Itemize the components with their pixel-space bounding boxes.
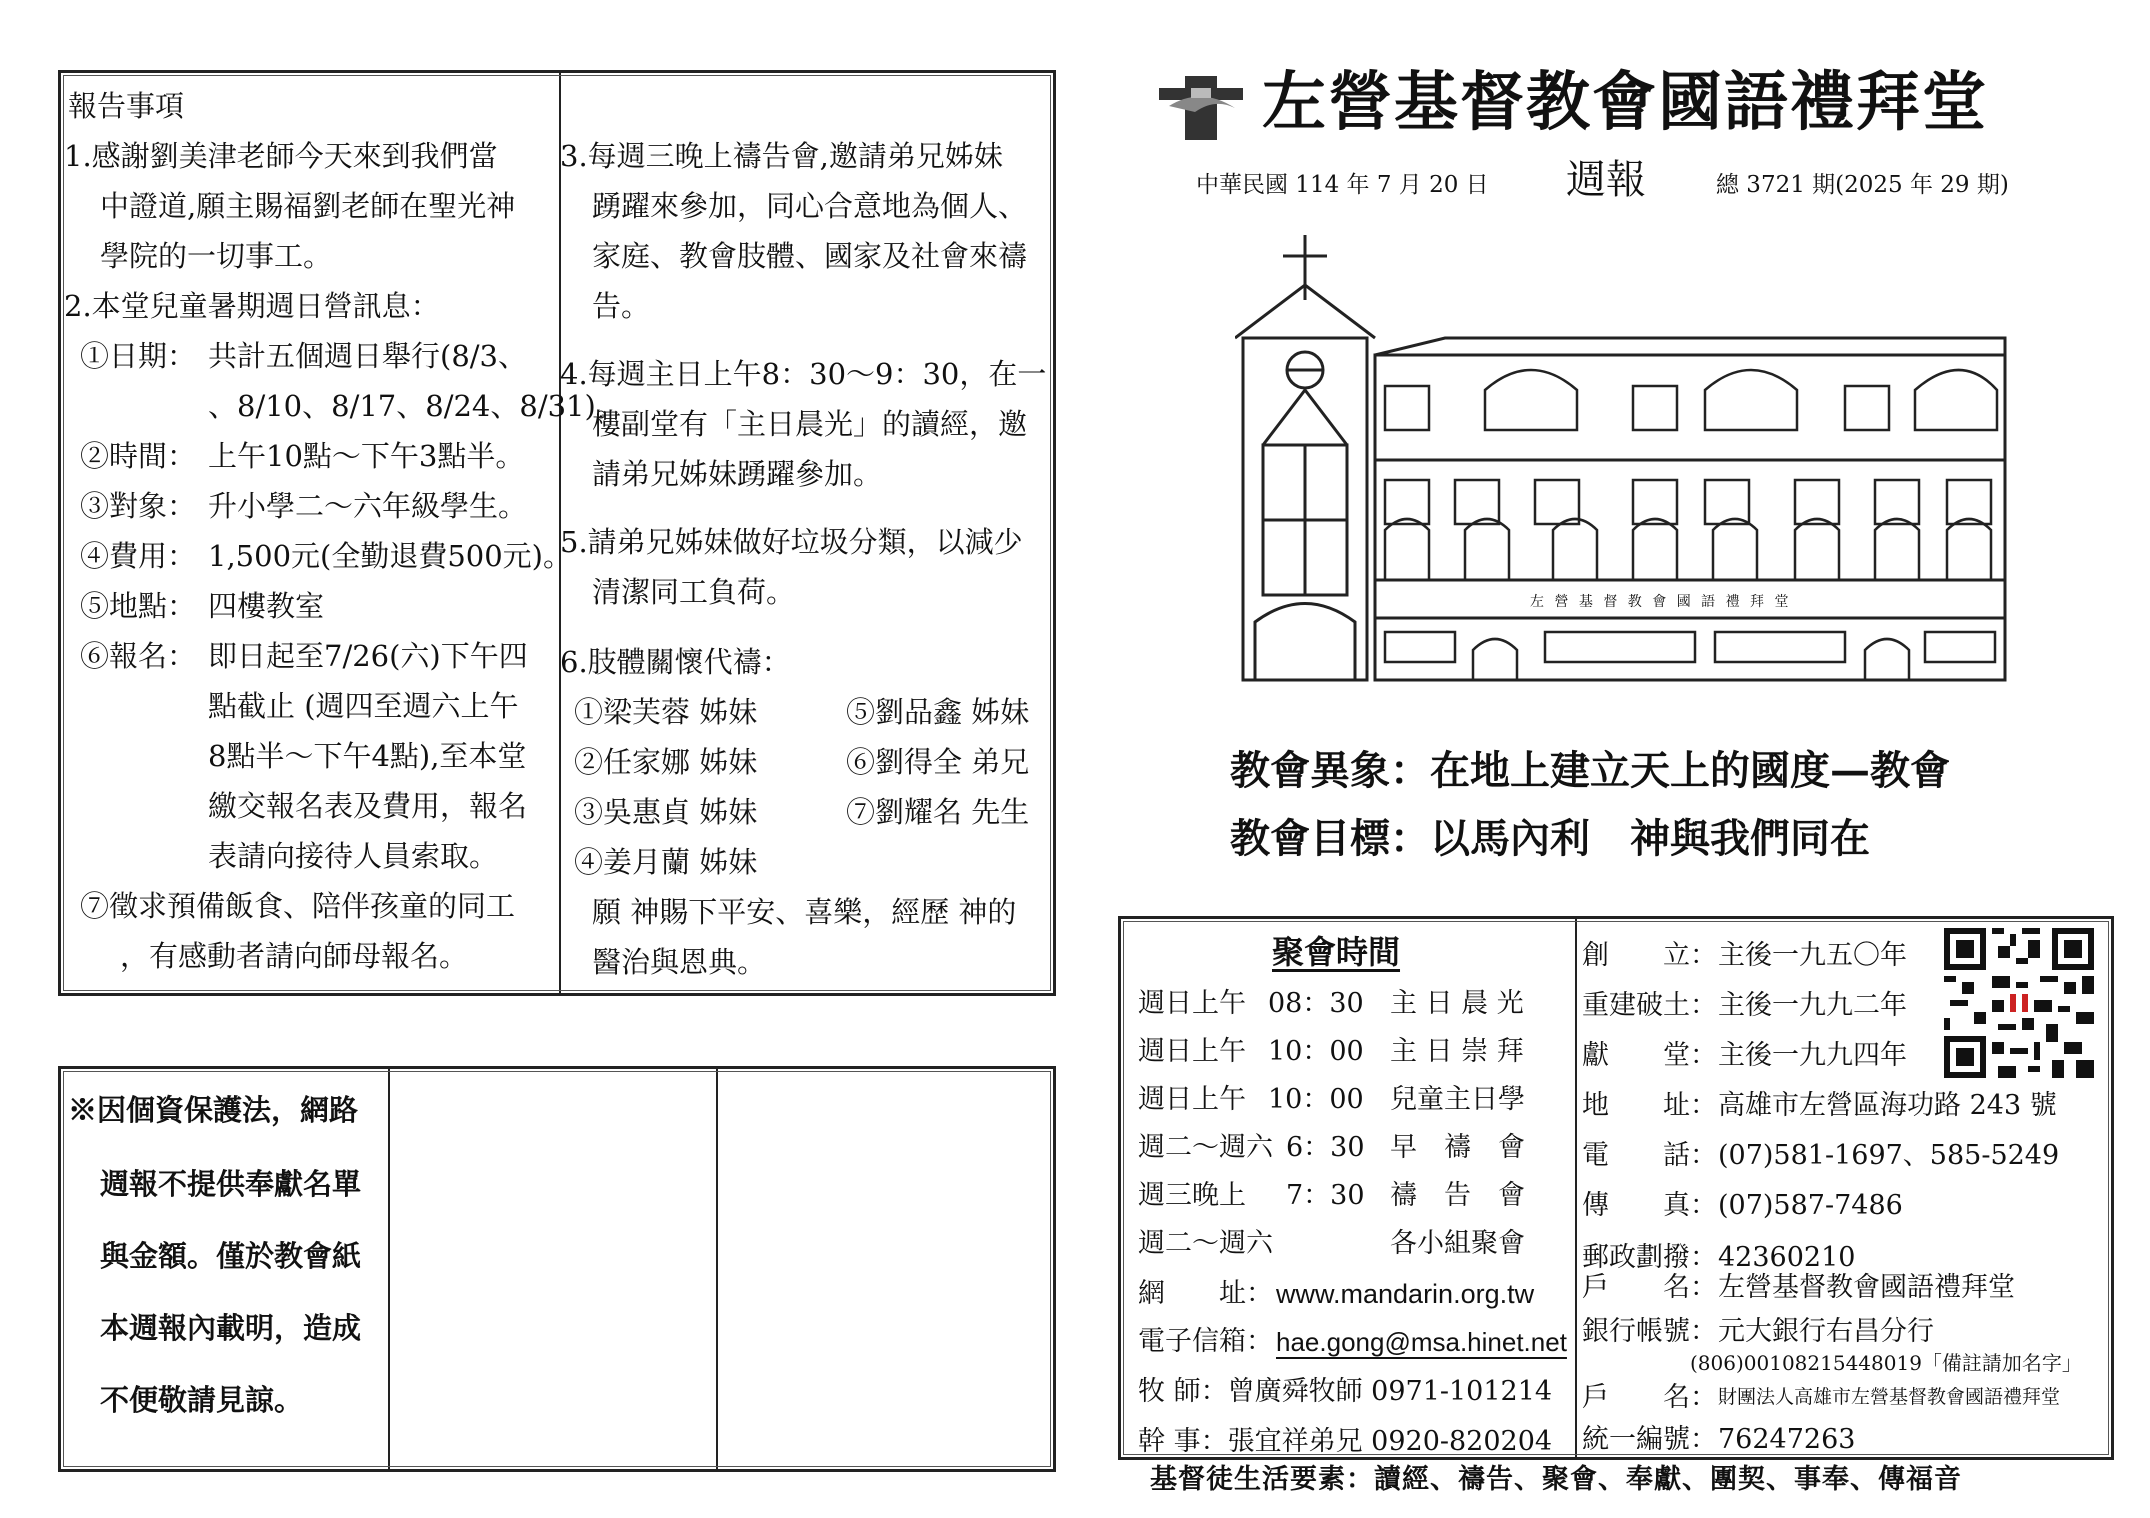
camp-value: 、8/10、8/17、8/24、8/31)。 (208, 389, 625, 423)
privacy-line: ※因個資保護法，網路 (68, 1093, 359, 1127)
info-value: 主後一九九二年 (1718, 990, 1907, 1021)
info-label: 銀行帳號： (1582, 1316, 1717, 1347)
info-value: 主後一九五〇年 (1718, 940, 1907, 971)
tax-id-label: 統一編號： (1582, 1424, 1717, 1455)
info-label: 重建破土： (1582, 990, 1717, 1021)
camp-label: ④費用： (80, 539, 197, 573)
church-logo-icon (1155, 68, 1247, 144)
camp-value: 共計五個週日舉行(8/3、 (208, 339, 527, 373)
email-label: 電子信箱： (1138, 1326, 1273, 1357)
meeting-time: 6：30 (1286, 1132, 1365, 1163)
announcement-4-line: 樓副堂有「主日晨光」的讀經，邀 (592, 407, 1028, 441)
camp-value: 表請向接待人員索取。 (208, 839, 499, 873)
meeting-name: 主 日 晨 光 (1390, 988, 1524, 1019)
offering-divider (716, 1069, 718, 1469)
camp-label: ⑤地點： (80, 589, 197, 623)
blessing-line: 醫治與恩典。 (592, 945, 767, 979)
camp-label: ⑥報名： (80, 639, 197, 673)
info-value: 高雄市左營區海功路 243 號 (1718, 1090, 2057, 1121)
info-value: (07)581-1697、585-5249 (1718, 1140, 2060, 1171)
announcement-1-line: 學院的一切事工。 (100, 239, 333, 273)
privacy-line: 週報不提供奉獻名單 (100, 1167, 362, 1201)
announcement-5-line: 清潔同工負荷。 (592, 575, 796, 609)
info-label: 地 址： (1582, 1090, 1717, 1121)
camp-value: 上午10點～下午3點半。 (208, 439, 525, 473)
announcement-3-line: 踴躍來參加，同心合意地為個人、 (592, 189, 1028, 223)
church-name: 左營基督教會國語禮拜堂 (1262, 65, 1988, 140)
info-label: 戶 名： (1582, 1272, 1717, 1303)
account-name: 財團法人高雄市左營基督教會國語禮拜堂 (1718, 1386, 2061, 1408)
announcement-2-title: 2.本堂兒童暑期週日營訊息： (64, 289, 440, 323)
info-value: 元大銀行右昌分行 (1718, 1316, 1934, 1347)
camp-value: 即日起至7/26(六)下午四 (208, 639, 528, 673)
meeting-time: 7：30 (1286, 1180, 1365, 1211)
prayer-name: ①梁芙蓉 姊妹 (574, 695, 758, 729)
meeting-time: 08：30 (1268, 988, 1364, 1019)
announcement-3-line: 家庭、教會肢體、國家及社會來禱 (592, 239, 1028, 273)
camp-volunteer-line: ，有感動者請向師母報名。 (120, 939, 469, 973)
bulletin-issue: 總 3721 期(2025 年 29 期) (1716, 172, 2009, 198)
meeting-times-title: 聚會時間 (1272, 933, 1401, 971)
camp-value: 點截止 (週四至週六上午 (208, 689, 519, 723)
prayer-name: ⑥劉得全 弟兄 (846, 745, 1030, 779)
tax-id: 76247263 (1718, 1424, 1856, 1455)
offering-divider (388, 1069, 390, 1469)
announcement-1-line: 中證道,願主賜福劉老師在聖光神 (100, 189, 516, 223)
announcement-3-line: 3.每週三晚上禱告會,邀請弟兄姊妹 (560, 139, 1003, 173)
camp-value: 四樓教室 (208, 589, 325, 623)
church-goal: 教會目標：以馬內利 神與我們同在 (1230, 815, 1870, 862)
announcements-heading: 報告事項 (68, 89, 185, 123)
announcement-4-line: 請弟兄姊妹踴躍參加。 (592, 457, 883, 491)
meeting-name: 兒童主日學 (1390, 1084, 1525, 1115)
camp-volunteer-line: ⑦徵求預備飯食、陪伴孩童的同工 (80, 889, 516, 923)
camp-label: ②時間： (80, 439, 197, 473)
meeting-name: 禱 告 會 (1390, 1180, 1525, 1211)
info-label: 傳 真： (1582, 1190, 1717, 1221)
meeting-name: 主 日 崇 拜 (1390, 1036, 1524, 1067)
camp-label: ③對象： (80, 489, 197, 523)
announcement-1-line: 1.感謝劉美津老師今天來到我們當 (64, 139, 498, 173)
announcement-6-title: 6.肢體關懷代禱： (560, 645, 791, 679)
website-label: 網 址： (1138, 1278, 1273, 1309)
info-divider (1575, 919, 1577, 1457)
meeting-name: 各小組聚會 (1390, 1228, 1525, 1259)
info-label: 獻 堂： (1582, 1040, 1717, 1071)
prayer-name: ⑤劉品鑫 姊妹 (846, 695, 1030, 729)
camp-value: 升小學二～六年級學生。 (208, 489, 528, 523)
announcement-5-line: 5.請弟兄姊妹做好垃圾分類，以減少 (560, 525, 1023, 559)
info-label: 郵政劃撥： (1582, 1242, 1717, 1273)
info-value: 42360210 (1718, 1242, 1856, 1273)
privacy-line: 與金額。僅於教會紙 (100, 1239, 362, 1273)
prayer-name: ③吳惠貞 姊妹 (574, 795, 758, 829)
announcement-3-line: 告。 (592, 289, 651, 323)
bank-account-number: (806)00108215448019「備註請加名字」 (1690, 1351, 2082, 1375)
deacon-contact: 幹 事：張宜祥弟兄 0920-820204 (1138, 1426, 1553, 1457)
meeting-day: 週日上午 (1138, 988, 1246, 1019)
church-building-illustration (1235, 230, 2013, 690)
meeting-day: 週日上午 (1138, 1036, 1246, 1067)
info-label: 電 話： (1582, 1140, 1717, 1171)
account-name-label: 戶 名： (1582, 1382, 1717, 1413)
info-value: 主後一九九四年 (1718, 1040, 1907, 1071)
meeting-day: 週二～週六 (1138, 1132, 1273, 1163)
meeting-time: 10：00 (1268, 1084, 1364, 1115)
info-value: 左營基督教會國語禮拜堂 (1718, 1272, 2015, 1303)
prayer-name: ②任家娜 姊妹 (574, 745, 758, 779)
website-link[interactable]: www.mandarin.org.tw (1276, 1279, 1535, 1309)
meeting-name: 早 禱 會 (1390, 1132, 1525, 1163)
meeting-day: 週日上午 (1138, 1084, 1246, 1115)
blessing-line: 願 神賜下平安、喜樂，經歷 神的 (592, 895, 1017, 929)
building-sign: 左 營 基 督 教 會 國 語 禮 拜 堂 (1530, 594, 1792, 610)
meeting-day: 週三晚上 (1138, 1180, 1246, 1211)
announcement-4-line: 4.每週主日上午8：30～9：30，在一 (560, 357, 1047, 391)
qr-code-icon[interactable] (1944, 928, 2094, 1078)
camp-label: ①日期： (80, 339, 197, 373)
privacy-line: 不便敬請見諒。 (100, 1383, 304, 1417)
camp-value: 1,500元(全勤退費500元)。 (208, 539, 573, 573)
footer-motto: 基督徒生活要素：讀經、禱告、聚會、奉獻、團契、事奉、傳福音 (1150, 1464, 1962, 1495)
info-value: (07)587-7486 (1718, 1190, 1903, 1221)
privacy-line: 本週報內載明，造成 (100, 1311, 362, 1345)
bulletin-date: 中華民國 114 年 7 月 20 日 (1196, 172, 1489, 198)
prayer-name: ⑦劉耀名 先生 (846, 795, 1030, 829)
camp-value: 繳交報名表及費用，報名 (208, 789, 528, 823)
bulletin-weekly-label: 週報 (1566, 157, 1646, 203)
camp-value: 8點半～下午4點),至本堂 (208, 739, 527, 773)
pastor-contact: 牧 師：曾廣舜牧師 0971-101214 (1138, 1376, 1553, 1407)
church-vision: 教會異象：在地上建立天上的國度—教會 (1230, 747, 1950, 794)
prayer-name: ④姜月蘭 姊妹 (574, 845, 758, 879)
email-link[interactable]: hae.gong@msa.hinet.net (1276, 1327, 1567, 1357)
info-label: 創 立： (1582, 940, 1717, 971)
meeting-day: 週二～週六 (1138, 1228, 1273, 1259)
meeting-time: 10：00 (1268, 1036, 1364, 1067)
